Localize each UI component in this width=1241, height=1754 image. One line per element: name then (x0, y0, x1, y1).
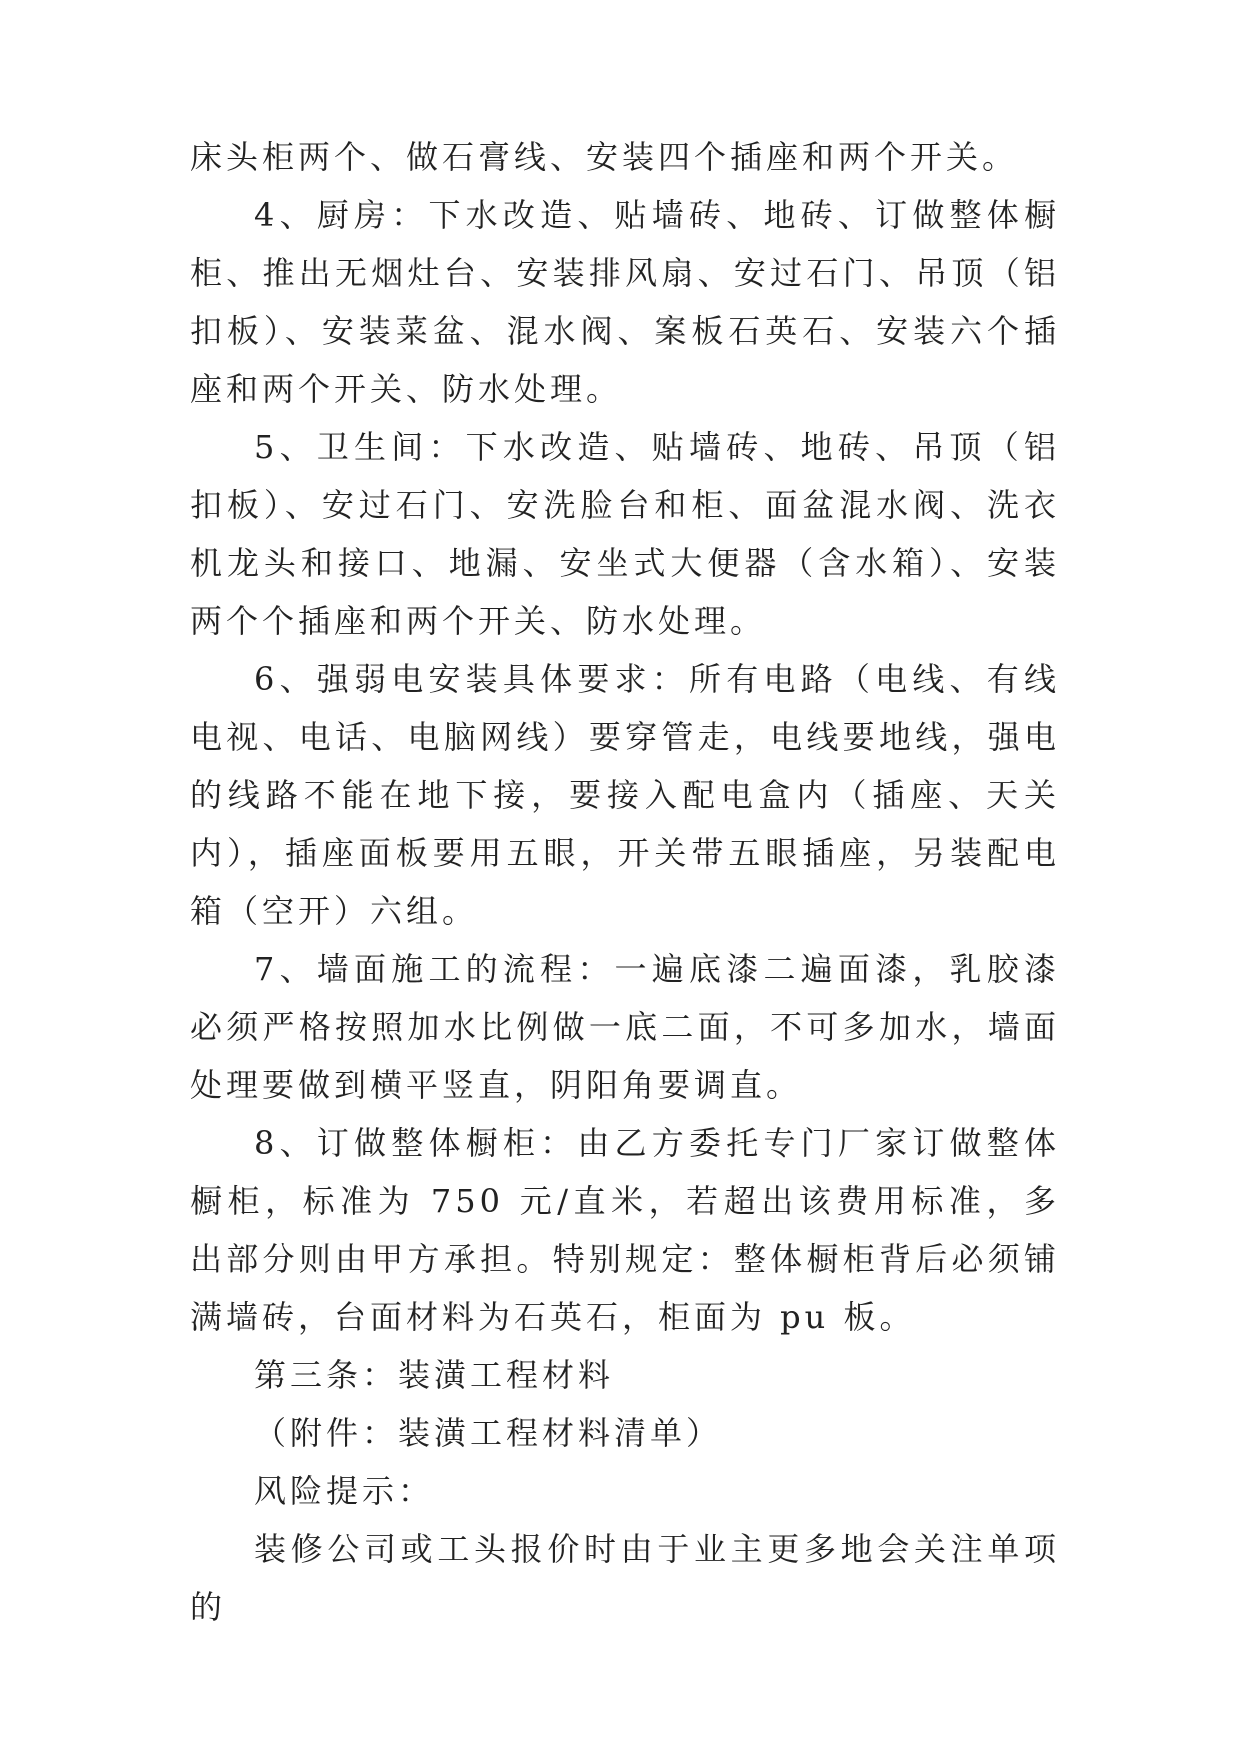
article-three-heading: 第三条：装潢工程材料 (254, 1356, 615, 1394)
document-page (190, 128, 1060, 1636)
paragraph-bathroom: 5、卫生间：下水改造、贴墙砖、地砖、吊顶（铝扣板）、安过石门、安洗脸台和柜、面盆混水阀、洗衣机龙头和接口、地漏、安坐式大便器（含水箱）、安装两个个插座和两个开关、防水处理。 (190, 428, 1060, 640)
paragraph-cabinets: 8、订做整体橱柜：由乙方委托专门厂家订做整体橱柜，标准为 750 元/直米，若超出该费用标准，多出部分则由甲方承担。特别规定：整体橱柜背后必须铺满墙砖，台面材料为石英石，柜面为 pu 板。 (190, 1124, 1060, 1336)
paragraph-electrical: 6、强弱电安装具体要求：所有电路（电线、有线电视、电话、电脑网线）要穿管走，电线要地线，强电的线路不能在地下接，要接入配电盒内（插座、天关内），插座面板要用五眼，开关带五眼插座，另装配电箱（空开）六组。 (190, 660, 1060, 930)
paragraph-kitchen: 4、厨房：下水改造、贴墙砖、地砖、订做整体橱柜、推出无烟灶台、安装排风扇、安过石门、吊顶（铝扣板）、安装菜盆、混水阀、案板石英石、安装六个插座和两个开关、防水处理。 (190, 196, 1060, 408)
paragraph-bedroom-continuation: 床头柜两个、做石膏线、安装四个插座和两个开关。 (190, 138, 1019, 176)
risk-notice-heading: 风险提示： (254, 1472, 435, 1510)
risk-notice-text: 装修公司或工头报价时由于业主更多地会关注单项的 (190, 1530, 1060, 1626)
attachment-note: （附件：装潢工程材料清单） (254, 1414, 723, 1452)
paragraph-wall-construction: 7、墙面施工的流程：一遍底漆二遍面漆，乳胶漆必须严格按照加水比例做一底二面，不可多加水，墙面处理要做到横平竖直，阴阳角要调直。 (190, 950, 1060, 1104)
